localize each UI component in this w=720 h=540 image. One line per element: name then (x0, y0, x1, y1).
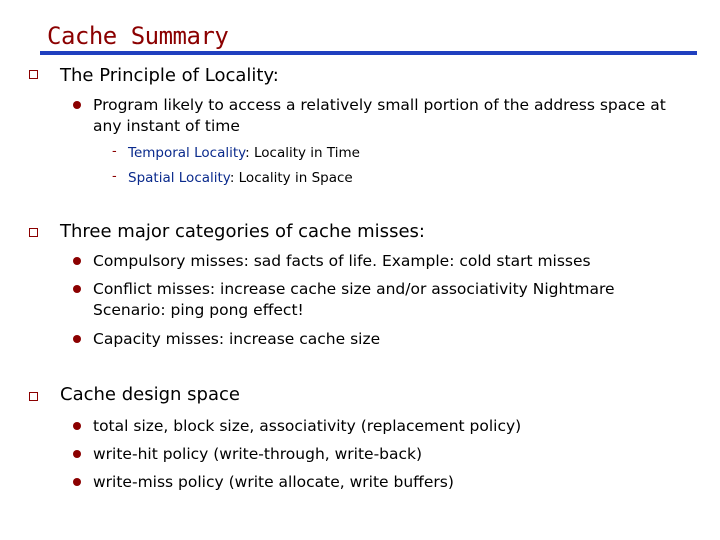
section-heading: Cache design space (60, 384, 240, 405)
sub-item (128, 170, 353, 186)
sub-item (128, 145, 360, 161)
title-underline (40, 51, 697, 55)
section-heading: The Principle of Locality: (60, 65, 279, 86)
bullet-text: Capacity misses: increase cache size (93, 330, 381, 348)
bullet-dot (73, 101, 81, 109)
bullet-dot (73, 285, 81, 293)
section-bullet-square (29, 392, 38, 401)
sub-rest: : Locality in Time (245, 145, 360, 161)
section-bullet-square (29, 228, 38, 237)
sub-term: Spatial Locality (128, 170, 230, 186)
bullet-text: Program likely to access a relatively small portion of the address space at any instant of time (93, 96, 666, 135)
sub-rest: : Locality in Space (229, 170, 353, 186)
bullet-text: total size, block size, associativity (replacement policy) (93, 417, 522, 435)
bullet-dot (73, 257, 81, 265)
bullet-dot (73, 450, 81, 458)
slide-title: Cache Summary (47, 22, 229, 50)
section-bullet-square (29, 70, 38, 79)
section-heading: Three major categories of cache misses: (60, 221, 425, 242)
sub-dash: - (112, 169, 117, 184)
bullet-dot (73, 335, 81, 343)
sub-dash: - (112, 144, 117, 159)
bullet-text: write-miss policy (write allocate, write buffers) (93, 473, 454, 491)
bullet-dot (73, 478, 81, 486)
bullet-text: Conflict misses: increase cache size and/or associativity Nightmare Scenario: ping pong effect! (93, 280, 615, 319)
bullet-text: Compulsory misses: sad facts of life. Example: cold start misses (93, 252, 591, 270)
sub-term: Temporal Locality (128, 145, 246, 161)
bullet-text: write-hit policy (write-through, write-back) (93, 445, 423, 463)
bullet-dot (73, 422, 81, 430)
